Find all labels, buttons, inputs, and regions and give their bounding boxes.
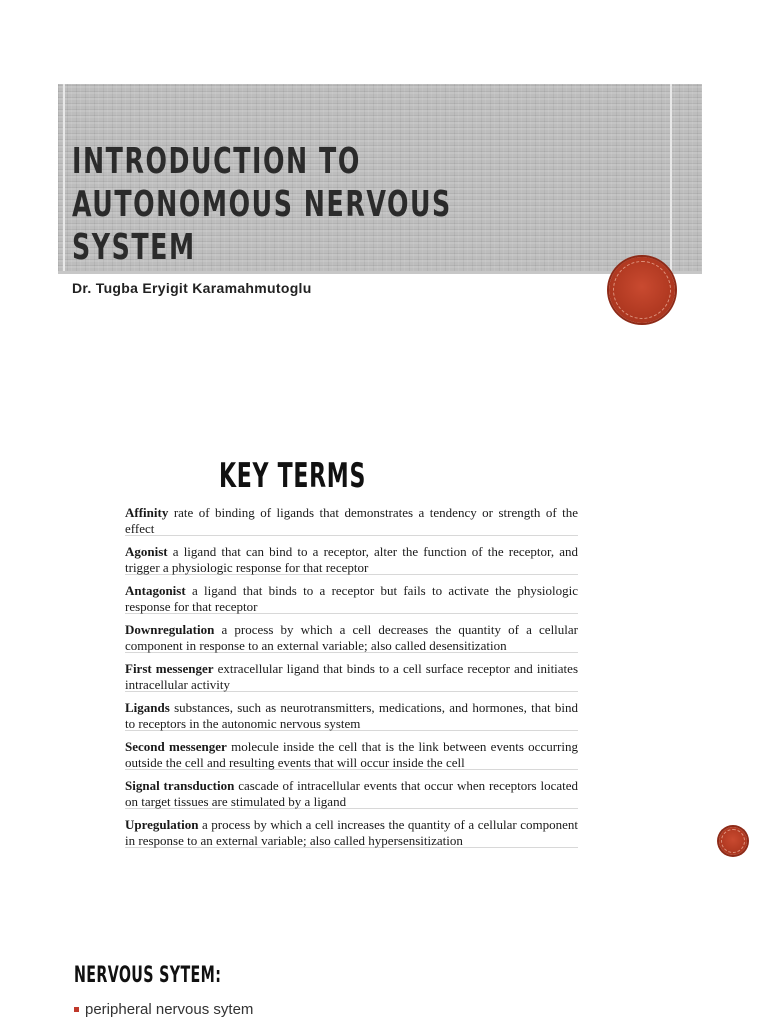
term-name: Agonist — [125, 544, 168, 559]
term-definition: cascade of intracellular events that occur when receptors located on target tissues are stimulated by a ligand — [125, 778, 578, 809]
term-definition: a ligand that can bind to a receptor, alter the function of the receptor, and trigger a physiologic response for that receptor — [125, 544, 578, 575]
term-row — [125, 620, 578, 653]
term-definition: rate of binding of ligands that demonstrates a tendency or strength of the effect — [125, 505, 578, 536]
author-name: Dr. Tugba Eryigit Karamahmutoglu — [72, 280, 312, 296]
term-row — [125, 737, 578, 770]
term-name: Second messenger — [125, 739, 227, 754]
red-seal-icon — [609, 257, 675, 323]
term-definition: a ligand that binds to a receptor but fails to activate the physiologic response for that receptor — [125, 583, 578, 614]
term-name: Downregulation — [125, 622, 215, 637]
term-row — [125, 581, 578, 614]
key-terms-heading: KEY TERMS — [219, 456, 367, 496]
title-band-divider-left — [63, 84, 65, 274]
term-definition: a process by which a cell increases the quantity of a cellular component in response to an external variable; also called hypersensitization — [125, 817, 578, 848]
title-band-bottom-line — [58, 271, 702, 274]
term-name: Affinity — [125, 505, 169, 520]
term-row — [125, 659, 578, 692]
term-name: First messenger — [125, 661, 214, 676]
term-row — [125, 503, 578, 536]
key-terms-list — [125, 503, 578, 854]
bullet-square-icon — [74, 1007, 79, 1012]
nervous-system-heading: NERVOUS SYTEM: — [74, 963, 222, 988]
term-definition: molecule inside the cell that is the link between events occurring outside the cell and resulting events that will occur inside the cell — [125, 739, 578, 770]
term-definition: a process by which a cell decreases the quantity of a cellular component in response to an external variable; also called desensitization — [125, 622, 579, 653]
term-name: Signal transduction — [125, 778, 235, 793]
term-name: Upregulation — [125, 817, 199, 832]
term-name: Ligands — [125, 700, 170, 715]
term-row — [125, 776, 578, 809]
list-item — [74, 1001, 253, 1018]
title-band-divider-right — [670, 84, 672, 274]
term-row — [125, 542, 578, 575]
term-row — [125, 815, 578, 848]
slide-title: INTRODUCTION TO AUTONOMOUS NERVOUS SYSTEM — [72, 141, 452, 268]
term-name: Antagonist — [125, 583, 186, 598]
red-seal-small-icon — [719, 827, 747, 855]
term-row — [125, 698, 578, 731]
term-definition: substances, such as neurotransmitters, medications, and hormones, that bind to receptors in the autonomic nervous system — [125, 700, 578, 731]
term-definition: extracellular ligand that binds to a cell surface receptor and initiates intracellular activity — [125, 661, 579, 692]
bullet-text: peripheral nervous sytem — [85, 1001, 254, 1018]
